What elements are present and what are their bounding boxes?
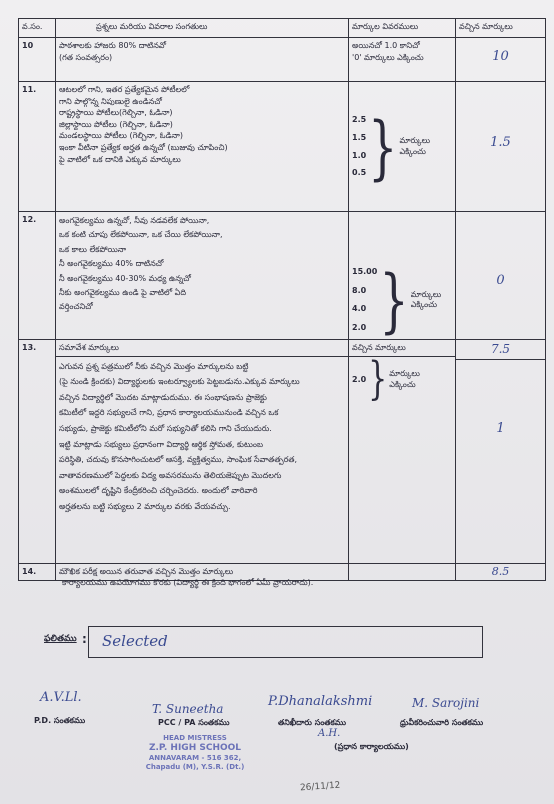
row-line: ఒక కంటి చూపు లేకపోయినా, ఒక చేయి లేకపోయినా, — [59, 230, 223, 240]
row-line: నీకు అంగవైకల్యము ఉండి పై వాటిలో ఏది — [59, 287, 187, 297]
row-line: ఇంకా వీటినా ప్రత్యేక అర్హత ఉన్నచో (బుజువు చూపించి) — [59, 142, 228, 152]
right-brace-icon: } — [379, 259, 409, 341]
signature-pd-title: P.D. సంతకము — [34, 716, 86, 725]
signature-pcc-title: PCC / PA సంతకము — [158, 718, 230, 727]
right-brace-icon: } — [368, 352, 388, 406]
row-description — [56, 212, 349, 340]
stamp-line: HEAD MISTRESS — [163, 734, 227, 742]
mark-value: 4.0 — [352, 304, 367, 314]
row-line: ఎగువన ప్రశ్న పత్రములో నీకు వచ్చిన మొత్తం మార్కులను బట్టి — [59, 361, 249, 371]
table-row — [19, 38, 546, 82]
signature-verifier: M. Sarojini — [412, 696, 480, 710]
awarded-subtotal: 7.5 — [456, 340, 545, 360]
mark-value: 0.5 — [352, 168, 367, 178]
signature-inspector-subtitle: (ప్రధాన కార్యాలయము) — [334, 742, 409, 751]
marks-line: '0' మార్కులు ఎక్కించు — [352, 52, 424, 62]
signature-inspector-title: తనిఖీదారు సంతకము — [278, 718, 347, 727]
header-questions: ప్రశ్నలు మరియు వివరాల సంగతులు — [56, 19, 349, 38]
row-line: పరిస్థితి, చదువు కొనసాగించుటలో ఆసక్తి, వ్యక్తిత్వము, సాంఘిక సేవాతత్పరత, — [59, 455, 298, 465]
signature-pcc: T. Suneetha — [152, 702, 224, 716]
mark-value: 1.5 — [352, 132, 367, 142]
table-row — [19, 82, 546, 212]
row-line: కమిటీలో ఇద్దరి సభ్యులచే గాని, ప్రధాన కార్యాలయమునుండి వచ్చిన ఒక — [59, 408, 279, 418]
row-description — [56, 38, 349, 82]
right-brace-icon: } — [368, 106, 398, 187]
row-marks-detail — [349, 564, 456, 581]
row-number: 12. — [19, 212, 56, 340]
mark-value: 2.0 — [352, 322, 367, 332]
awarded-marks: 0 — [456, 212, 546, 340]
marks-subheader: వచ్చిన మార్కులు — [349, 340, 455, 357]
signature-inspector-initials: A.H. — [318, 728, 341, 739]
school-stamp — [140, 734, 250, 772]
date-mark: 26/11/12 — [299, 780, 341, 794]
row-description — [56, 340, 349, 564]
row-line: సభ్యుడు, ప్రాజెక్టు కమిటీలోని మరో సభ్యునితో కలిసి గాని చేయుదురు. — [59, 423, 272, 433]
brace-note: ఎక్కించు — [389, 379, 416, 389]
brace-note: మార్కులు — [399, 136, 431, 146]
stamp-line: ANNAVARAM - 516 362, — [148, 754, 242, 762]
row-marks-detail — [349, 38, 456, 82]
row-line: మౌఖిక పరీక్ష అయిన తరువాత వచ్చిన మొత్తం మార్కులు — [59, 567, 234, 576]
mark-value: 8.0 — [352, 285, 367, 295]
table-row — [19, 340, 546, 564]
row-line: అంశములలో దృష్టిని కేంద్రీకరించి చర్చించెదరు. అందులో వారివారి — [59, 486, 258, 496]
brace-note: ఎక్కించు — [410, 300, 438, 310]
awarded-marks: 8.5 — [456, 564, 546, 581]
row-line: రాష్ట్రస్థాయి పోటీలు(గెల్చినా, ఓడినా) — [59, 108, 173, 118]
marks-brace-group — [352, 106, 452, 187]
row-number: 14. — [19, 564, 56, 581]
brace-note: మార్కులు — [410, 289, 442, 299]
row-number: 11. — [19, 82, 56, 212]
mark-value: 2.5 — [352, 115, 367, 125]
header-marks-detail: మార్కుల వివరములు — [349, 19, 456, 38]
mark-value: 1.0 — [352, 150, 367, 160]
row-line: జిల్లాస్థాయి పోటీలు (గెల్చినా, ఓడినా) — [59, 119, 173, 129]
result-value: Selected — [102, 632, 168, 650]
row-number: 10 — [19, 38, 56, 82]
header-serial: వ.సం. — [19, 19, 56, 38]
marks-brace-group — [352, 259, 452, 341]
row-line: ఆటలలో గాని, ఇతర ప్రత్యేకమైన పోటీలలో — [59, 85, 190, 94]
awarded-marks: 10 — [456, 38, 546, 82]
table-row — [19, 212, 546, 340]
row-line: వచ్చిన విద్యార్థిలో మొదట మాట్లాడుదుము. ఈ సంభాషణను ప్రాజెక్టు — [59, 392, 267, 402]
stamp-line: Chapadu (M), Y.S.R. (Dt.) — [145, 762, 245, 771]
awarded-marks: 1.5 — [456, 82, 546, 212]
row-marks-detail — [349, 82, 456, 212]
row-description — [56, 82, 349, 212]
signature-verifier-title: ధ్రువీకరించువారి సంతకము — [400, 718, 484, 727]
brace-note: మార్కులు — [389, 369, 420, 379]
brace-note: ఎక్కించు — [399, 146, 426, 156]
row-line: వర్తించనిచో — [59, 302, 93, 312]
marks-brace-group — [349, 352, 455, 406]
row-line: పాఠశాలకు హాజరు 80% దాటినవో — [59, 41, 167, 50]
row-line: నీ అంగవైకల్యము 40-30% మధ్య ఉన్నచో — [59, 273, 191, 283]
office-use-note: కార్యాలయము ఉపయోగము కొరకు (విద్యార్థి ఈ క్రింది భాగంలో ఏమీ వ్రాయరాదు). — [62, 578, 314, 587]
row-line: ఒక కాలు లేకపోయినా — [59, 244, 127, 254]
header-awarded: వచ్చిన మార్కులు — [456, 19, 546, 38]
row-title: సమావేశ మార్కులు — [56, 340, 348, 357]
marks-line: అయినచో 1.0 కానిచో — [352, 41, 420, 50]
table-header-row — [19, 19, 546, 38]
row-line: నీ అంగవైకల్యము 40% దాటినచో — [59, 259, 164, 269]
row-line: అంగవైకల్యము ఉన్నచో, నీవు నడవలేక పోయినా, — [59, 216, 210, 225]
row-line: ఇట్టి మాట్లాడు సభ్యులు ప్రధానంగా విద్యార్థి ఆర్థిక స్తోమత, కుటుంబ — [59, 439, 263, 449]
marks-table — [18, 18, 546, 581]
result-colon: : — [82, 632, 87, 646]
awarded-marks: 1 — [496, 421, 505, 437]
row-line: (పై నుండి క్రిందకు) విద్యార్థులకు ఇంటర్వ్యూలకు పెట్టబడును.ఎక్కువ మార్కులు — [59, 377, 300, 387]
row-marks-detail — [349, 212, 456, 340]
row-line: పై వాటిలో ఒక దానికి ఎక్కువ మార్కులు — [59, 154, 181, 164]
mark-value: 15.00 — [352, 267, 378, 277]
row-line: వాతావరణములో పెద్దలకు విద్య అవసరమును తెలియజెప్పుట మొదలగు — [59, 470, 282, 480]
result-label: ఫలితము — [44, 634, 77, 644]
stamp-line: Z.P. HIGH SCHOOL — [148, 742, 242, 753]
signature-pd: A.V.Ll. — [40, 690, 82, 705]
signature-inspector: P.Dhanalakshmi — [268, 694, 373, 709]
row-line: గాని పాల్గొన్న నిపుణులై ఉండినచో — [59, 96, 162, 106]
row-awarded-cell — [456, 340, 546, 564]
row-number: 13. — [19, 340, 56, 564]
row-line: అర్హతలను బట్టి సభ్యులు 2 మార్కుల వరకు వేయవచ్చు. — [59, 501, 231, 511]
row-line: (గత సంవత్సరం) — [59, 52, 113, 62]
row-line: మండలస్థాయి పోటీలు (గెల్చినా, ఓడినా) — [59, 131, 183, 141]
mark-value: 2.0 — [352, 374, 367, 384]
row-marks-detail — [349, 340, 456, 564]
